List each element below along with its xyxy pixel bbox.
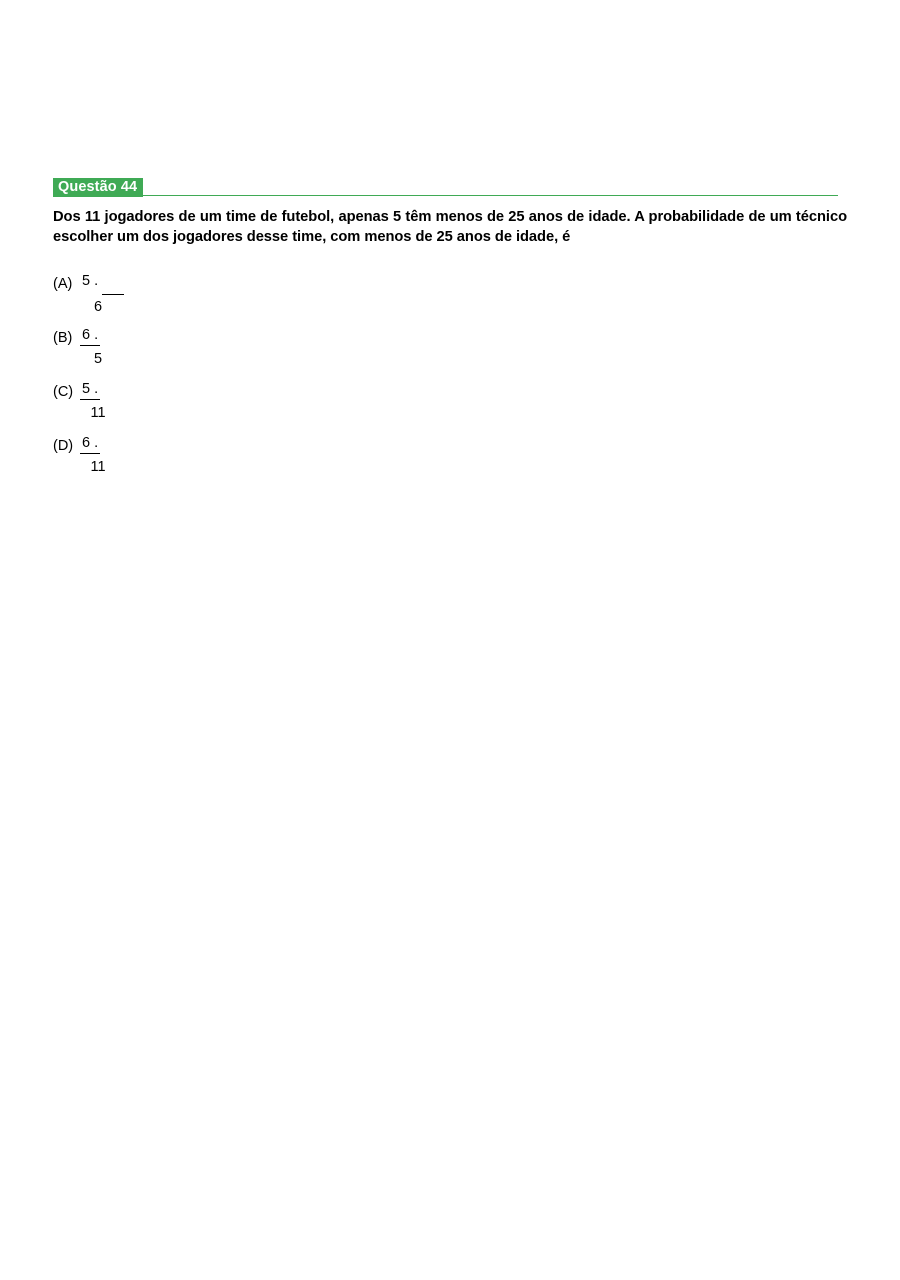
option-fraction-a xyxy=(80,272,140,316)
answer-option-b[interactable] xyxy=(53,326,453,380)
answer-option-c[interactable] xyxy=(53,380,453,434)
question-header xyxy=(53,178,838,197)
fraction-denominator: 5 xyxy=(93,351,103,367)
fraction-denominator: 11 xyxy=(90,459,106,475)
fraction-numerator: 5 . xyxy=(80,380,100,400)
fraction-numerator: 6 . xyxy=(80,434,100,454)
answer-options-list xyxy=(53,272,453,488)
question-number-badge: Questão 44 xyxy=(53,178,143,197)
answer-option-a[interactable] xyxy=(53,272,453,326)
fraction-numerator: 5 . xyxy=(82,273,99,289)
option-fraction-b xyxy=(80,326,140,368)
option-fraction-d xyxy=(80,434,140,476)
fraction-denominator: 6 xyxy=(93,299,103,315)
option-label-c: (C) xyxy=(53,384,74,400)
fraction-bar xyxy=(102,294,124,295)
option-label-d: (D) xyxy=(53,438,74,454)
option-label-a: (A) xyxy=(53,276,73,292)
option-fraction-c xyxy=(80,380,140,422)
header-divider xyxy=(53,195,838,196)
question-statement: Dos 11 jogadores de um time de futebol, apenas 5 têm menos de 25 anos de idade. A probabilidade de um técnico escolher um dos jogadores desse time, com menos de 25 anos de idade, é xyxy=(53,209,847,245)
option-label-b: (B) xyxy=(53,330,73,346)
fraction-numerator: 6 . xyxy=(80,326,100,346)
fraction-denominator: 11 xyxy=(90,405,106,421)
answer-option-d[interactable] xyxy=(53,434,453,488)
